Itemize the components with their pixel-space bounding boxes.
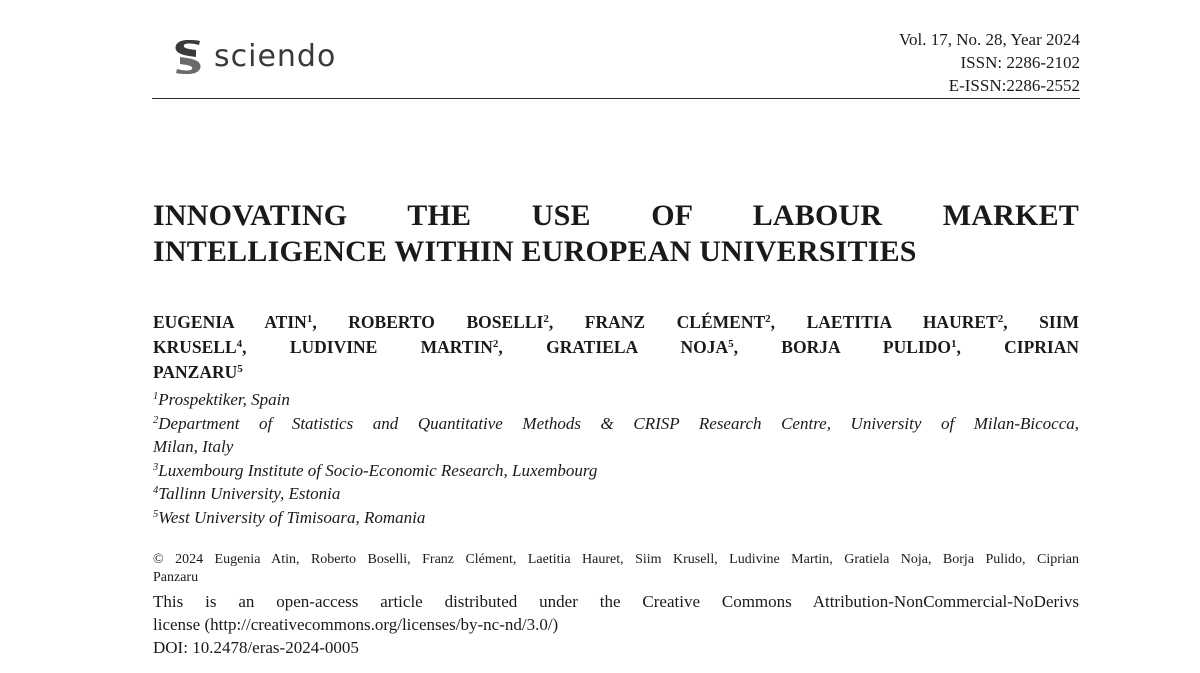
author-name: EUGENIA ATIN [153,312,307,332]
license-line-1: This is an open-access article distributed under the Creative Commons Attribution-NonCommercial-NoDerivs [153,592,1079,611]
affiliation-number: 5 [153,508,159,520]
author-name: CIPRIAN [1004,337,1080,357]
affiliation-text: Milan, Italy [153,437,234,456]
author-line-2: KRUSELL$^4$, LUDIVINE MARTIN$^2$, GRATIELA NOJA$^5$, BORJA PULIDO$^1$, CIPRIAN [153,337,1080,357]
affiliation-item [153,482,1079,506]
affiliation-number: 4 [153,485,159,496]
author-name: BORJA PULIDO [781,337,951,357]
affiliation-text: Luxembourg Institute of Socio-Economic Research, Luxembourg [158,460,598,480]
affiliation-text: Prospektiker, Spain [158,390,290,409]
author-affiliation-mark: 2 [997,313,1004,325]
author-name: KRUSELL [153,337,237,357]
doi: DOI: 10.2478/eras-2024-0005 [153,638,359,657]
author-name: SIIM [1039,312,1080,332]
affiliation-number: 3 [153,461,159,473]
author-line-3 [153,360,1079,385]
license-notice [153,590,1079,636]
author-name: ROBERTO BOSELLI [348,312,544,332]
author-affiliation-mark: 2 [492,338,499,350]
author-line-1: EUGENIA ATIN$^1$, ROBERTO BOSELLI$^2$, FRANZ CLÉMENT$^2$, LAETITIA HAURET$^2$, SIIM [153,312,1080,332]
affiliation-item [153,412,1079,436]
title-line-1: INNOVATING THE USE OF LABOUR MARKET [153,199,1079,232]
affiliation-item [153,388,1079,412]
logo-wordmark: sciendo [214,39,337,74]
copyright-line-1: © 2024 Eugenia Atin, Roberto Boselli, Franz Clément, Laetitia Hauret, Siim Krusell, Ludivine Martin, Gratiela Noja, Borja Pulido, Ciprian [153,552,1079,567]
author-name: FRANZ CLÉMENT [584,312,766,332]
affiliation-text: Tallinn University, Estonia [158,484,341,503]
copyright-notice [153,551,1079,587]
eissn-line: E-ISSN:2286-2552 [948,76,1080,95]
author-affiliation-mark: 4 [236,338,243,350]
author-affiliation-mark: 1 [306,313,313,325]
volume-line: Vol. 17, No. 28, Year 2024 [898,30,1080,49]
affiliation-list [153,388,1079,529]
author-affiliation-mark: 2 [543,313,549,325]
affiliation-number: 2 [153,414,159,426]
header-divider [152,98,1080,99]
affiliation-text: Department of Statistics and Quantitative Methods & CRISP Research Centre, University of Milan-Bicocca, [158,413,1079,433]
title-line-2: INTELLIGENCE WITHIN EUROPEAN UNIVERSITIES [153,235,917,268]
author-name: PANZARU [153,362,238,382]
affiliation-item [153,506,1079,530]
affiliation-text: West University of Timisoara, Romania [158,507,426,527]
affiliation-item [153,459,1079,483]
issn-line: ISSN: 2286-2102 [960,53,1080,72]
journal-info [899,28,1080,97]
affiliation-number: 1 [153,391,159,402]
author-affiliation-mark: 2 [765,313,771,325]
copyright-line-2: Panzaru [153,570,199,585]
author-affiliation-mark: 1 [950,338,957,350]
author-affiliation-mark: 5 [728,338,734,350]
affiliation-item [153,435,1079,459]
author-name: LUDIVINE MARTIN [289,337,493,357]
publisher-logo [172,38,336,76]
author-affiliation-mark: 5 [237,363,243,375]
author-list [153,310,1079,385]
author-name: LAETITIA HAURET [806,312,998,332]
author-name: GRATIELA NOJA [546,337,729,357]
paper-title [153,198,1079,270]
sciendo-s-icon [172,38,204,76]
license-line-2: license (http://creativecommons.org/licenses/by-nc-nd/3.0/) [153,615,559,634]
